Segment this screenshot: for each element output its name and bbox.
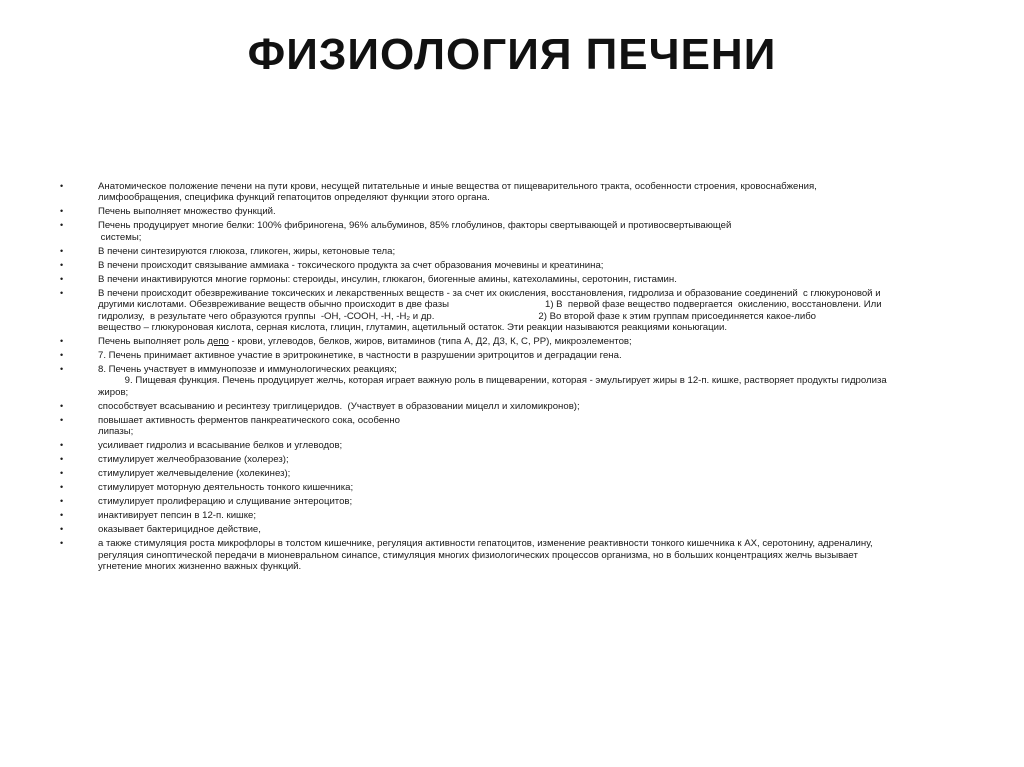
bullet-text-line: 7. Печень принимает активное участие в эритрокинетике, в частности в разрушении эритроцитов и деградации гена. bbox=[98, 350, 622, 362]
bullet-item bbox=[60, 288, 960, 334]
bullet-item bbox=[60, 510, 960, 521]
bullet-text-line: жиров; bbox=[98, 386, 129, 398]
text-segment: Печень выполняет роль bbox=[98, 336, 208, 348]
text-segment: - крови, углеводов, белков, жиров, витаминов (типа А, Д2, Д3, К, С, РР), микроэлементов; bbox=[228, 336, 632, 348]
bullet-item bbox=[60, 364, 960, 398]
bullet-item bbox=[60, 260, 960, 271]
bullet-text-line: стимулирует пролиферацию и слущивание энтероцитов; bbox=[98, 496, 353, 508]
bullet-item bbox=[60, 524, 960, 535]
bullet-item bbox=[60, 482, 960, 493]
bullet-text-line: регуляция синоптической передачи в мионевральном синапсе, стимуляция многих физиологических процессов организма, но в больших концентрациях желчь вызывает bbox=[98, 549, 858, 561]
bullet-marker: • bbox=[60, 273, 64, 284]
bullet-item bbox=[60, 274, 960, 285]
bullet-item bbox=[60, 538, 960, 572]
bullet-text-line: гидролизу, в результате чего образуются группы -ОН, -СООН, -Н, -Н₂ и др. 2) Во второй фазе к этим группам присоединяется какое-либо bbox=[98, 310, 817, 322]
bullet-item bbox=[60, 454, 960, 465]
bullet-item bbox=[60, 246, 960, 257]
bullet-text-line: оказывает бактерицидное действие, bbox=[98, 524, 261, 536]
bullet-text-line: системы; bbox=[98, 231, 142, 243]
bullet-item bbox=[60, 496, 960, 507]
bullet-marker: • bbox=[60, 468, 64, 479]
bullet-marker: • bbox=[60, 482, 64, 493]
bullet-item bbox=[60, 336, 960, 347]
bullet-text-line: другими кислотами. Обезвреживание веществ обычно происходит в две фазы 1) В первой фазе вещество подвергается окислению, восстановлени. Или bbox=[98, 299, 882, 311]
bullet-text-line: Печень выполняет множество функций. bbox=[98, 206, 276, 218]
bullet-text-line: липазы; bbox=[98, 426, 134, 438]
bullet-item bbox=[60, 415, 960, 438]
bullet-text-line: В печени происходит обезвреживание токсических и лекарственных веществ - за счет их окисления, восстановления, гидролиза и образование соединений с глюкуроновой и bbox=[98, 287, 881, 299]
bullet-text-line: повышает активность ферментов панкреатического сока, особенно bbox=[98, 414, 400, 426]
bullet-text-line bbox=[98, 336, 960, 347]
bullet-marker: • bbox=[60, 364, 64, 375]
bullet-text-line: а также стимуляция роста микрофлоры в толстом кишечнике, регуляция активности гепатоцитов, изменение реактивности тонкого кишечника к АХ, серотонину, адреналину, bbox=[98, 538, 873, 550]
bullet-text-line: 9. Пищевая функция. Печень продуцирует желчь, которая играет важную роль в пищеварении, которая - эмульгирует жиры в 12-п. кишке, растворяет продукты гидролиза bbox=[98, 375, 887, 387]
bullet-text-line: стимулирует моторную деятельность тонкого кишечника; bbox=[98, 482, 354, 494]
bullet-marker: • bbox=[60, 350, 64, 361]
bullet-item bbox=[60, 440, 960, 451]
bullet-text-line: В печени происходит связывание аммиака - токсического продукта за счет образования мочевины и креатинина; bbox=[98, 259, 604, 271]
bullet-marker: • bbox=[60, 538, 64, 549]
bullet-text-line: Анатомическое положение печени на пути крови, несущей питательные и иные вещества от пищеварительного тракта, особенности строения, кровоснабжения, bbox=[98, 181, 817, 192]
bullet-text-line: вещество – глюкуроновая кислота, серная кислота, глицин, глутамин, ацетильный остаток. Эти реакции называются реакциями коньюгации. bbox=[98, 322, 728, 334]
bullet-text-line: лимфообращения, специфика функций гепатоцитов определяют функции этого органа. bbox=[98, 192, 490, 204]
bullet-marker: • bbox=[60, 259, 64, 270]
bullet-marker: • bbox=[60, 245, 64, 256]
bullet-text-line: стимулирует желчевыделение (холекинез); bbox=[98, 468, 291, 480]
bullet-marker: • bbox=[60, 400, 64, 411]
bullet-item bbox=[60, 206, 960, 217]
bullet-marker: • bbox=[60, 496, 64, 507]
bullet-marker: • bbox=[60, 287, 64, 298]
bullet-marker: • bbox=[60, 414, 64, 425]
bullet-item bbox=[60, 401, 960, 412]
bullet-item bbox=[60, 220, 960, 243]
slide-title: ФИЗИОЛОГИЯ ПЕЧЕНИ bbox=[247, 30, 777, 79]
bullet-marker: • bbox=[60, 454, 64, 465]
bullet-item bbox=[60, 468, 960, 479]
bullet-text-line: В печени синтезируются глюкоза, гликоген, жиры, кетоновые тела; bbox=[98, 245, 396, 257]
bullet-text-line: угнетение многих жизненно важных функций. bbox=[98, 561, 302, 573]
bullet-text-line: В печени инактивируются многие гормоны: стероиды, инсулин, глюкагон, биогенные амины, катехоламины, серотонин, гистамин. bbox=[98, 273, 677, 285]
bullet-text-line: инактивирует пепсин в 12-п. кишке; bbox=[98, 510, 257, 522]
bullet-marker: • bbox=[60, 336, 64, 347]
bullet-marker: • bbox=[60, 181, 64, 191]
bullet-text-line: усиливает гидролиз и всасывание белков и углеводов; bbox=[98, 440, 343, 452]
bullet-list bbox=[60, 181, 960, 575]
bullet-text-line: стимулирует желчеобразование (холерез); bbox=[98, 454, 289, 466]
bullet-marker: • bbox=[60, 440, 64, 451]
bullet-text-line: Печень продуцирует многие белки: 100% фибриногена, 96% альбуминов, 85% глобулинов, факторы свертывающей и противосвертывающей bbox=[98, 220, 732, 232]
bullet-marker: • bbox=[60, 206, 64, 217]
bullet-item bbox=[60, 350, 960, 361]
bullet-marker: • bbox=[60, 524, 64, 535]
bullet-text-line: способствует всасыванию и ресинтезу триглицеридов. (Участвует в образовании мицелл и хиломикронов); bbox=[98, 400, 580, 412]
bullet-item bbox=[60, 181, 960, 204]
bullet-marker: • bbox=[60, 510, 64, 521]
depot-link[interactable]: депо bbox=[207, 336, 229, 348]
bullet-text-line: 8. Печень участвует в иммунопоэзе и иммунологических реакциях; bbox=[98, 364, 397, 376]
bullet-marker: • bbox=[60, 220, 64, 231]
